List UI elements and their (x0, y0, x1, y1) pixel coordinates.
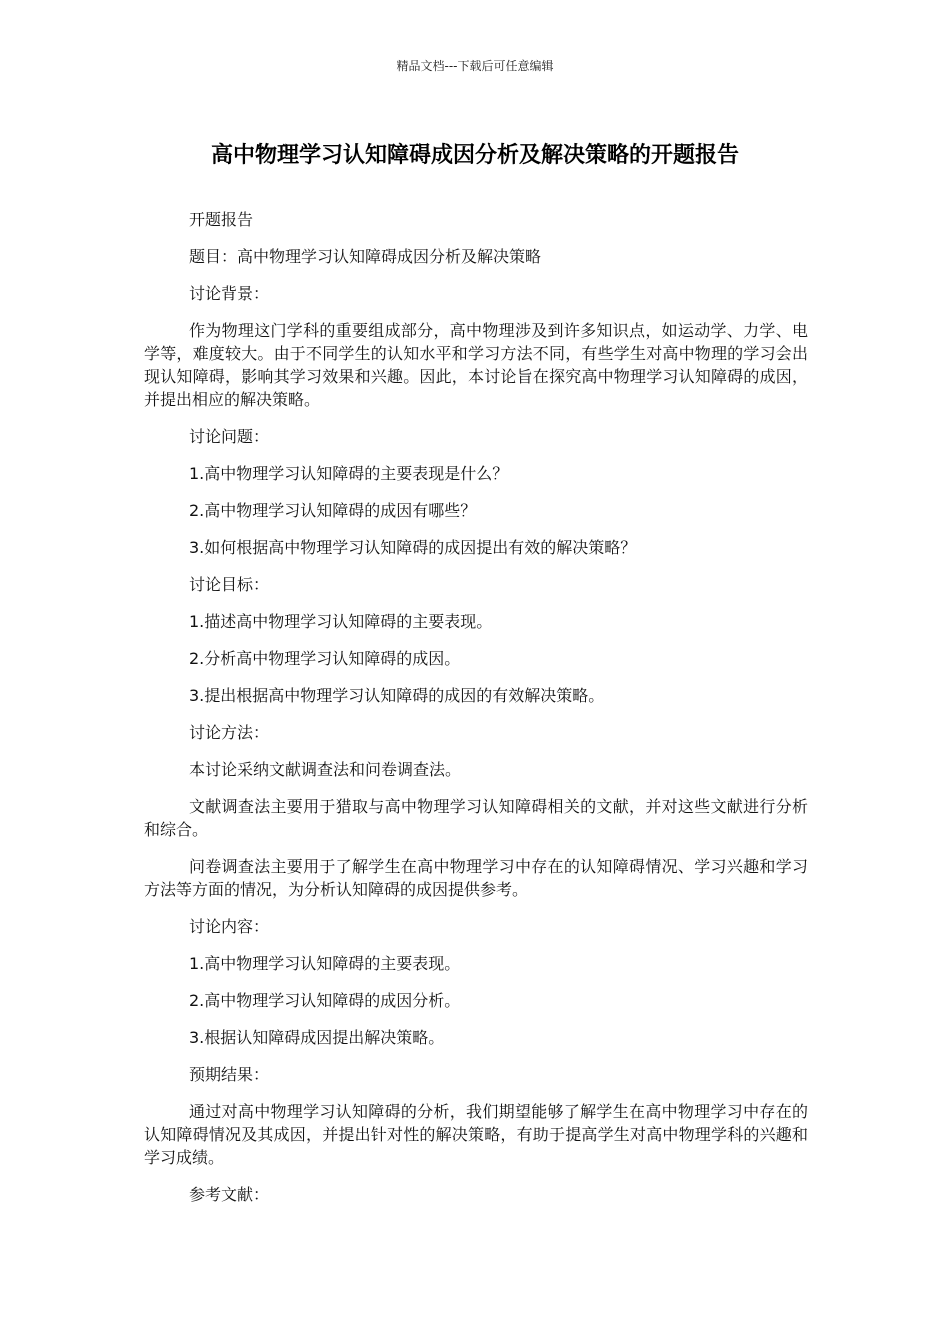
list-item-question-3: 3.如何根据高中物理学习认知障碍的成因提出有效的解决策略？ (189, 538, 637, 557)
page-header-note: 精品文档---下载后可任意编辑 (396, 59, 554, 73)
list-item-question-1: 1.高中物理学习认知障碍的主要表现是什么？ (189, 464, 509, 483)
document-title: 高中物理学习认知障碍成因分析及解决策略的开题报告 (210, 143, 739, 168)
heading-expected-results: 预期结果： (189, 1065, 270, 1084)
heading-questions: 讨论问题： (189, 427, 270, 446)
heading-methods: 讨论方法： (189, 723, 270, 742)
heading-background: 讨论背景： (189, 284, 270, 303)
heading-goals: 讨论目标： (189, 575, 270, 594)
paragraph-literature-method: 文献调查法主要用于猎取与高中物理学习认知障碍相关的文献，并对这些文献进行分析和综合。 (144, 797, 808, 839)
list-item-content-2: 2.高中物理学习认知障碍的成因分析。 (189, 991, 461, 1010)
list-item-goal-2: 2.分析高中物理学习认知障碍的成因。 (189, 649, 461, 668)
paragraph-methods: 本讨论采纳文献调查法和问卷调查法。 (189, 760, 462, 779)
paragraph-expected-results: 通过对高中物理学习认知障碍的分析，我们期望能够了解学生在高中物理学习中存在的认知障碍情况及其成因，并提出针对性的解决策略，有助于提高学生对高中物理学科的兴趣和学习成绩。 (144, 1102, 808, 1167)
paragraph-topic: 题目：高中物理学习认知障碍成因分析及解决策略 (189, 247, 542, 266)
document-body (144, 208, 808, 1220)
heading-references: 参考文献： (189, 1185, 270, 1204)
list-item-goal-1: 1.描述高中物理学习认知障碍的主要表现。 (189, 612, 493, 631)
paragraph-background: 作为物理这门学科的重要组成部分，高中物理涉及到许多知识点，如运动学、力学、电学等，难度较大。由于不同学生的认知水平和学习方法不同，有些学生对高中物理的学习会出现认知障碍，影响其学习效果和兴趣。因此，本讨论旨在探究高中物理学习认知障碍的成因，并提出相应的解决策略。 (144, 321, 808, 409)
list-item-goal-3: 3.提出根据高中物理学习认知障碍的成因的有效解决策略。 (189, 686, 605, 705)
paragraph-report-label: 开题报告 (189, 210, 254, 229)
list-item-content-1: 1.高中物理学习认知障碍的主要表现。 (189, 954, 461, 973)
paragraph-survey-method: 问卷调查法主要用于了解学生在高中物理学习中存在的认知障碍情况、学习兴趣和学习方法等方面的情况，为分析认知障碍的成因提供参考。 (144, 857, 808, 899)
list-item-content-3: 3.根据认知障碍成因提出解决策略。 (189, 1028, 445, 1047)
heading-content: 讨论内容： (189, 917, 270, 936)
list-item-question-2: 2.高中物理学习认知障碍的成因有哪些？ (189, 501, 477, 520)
